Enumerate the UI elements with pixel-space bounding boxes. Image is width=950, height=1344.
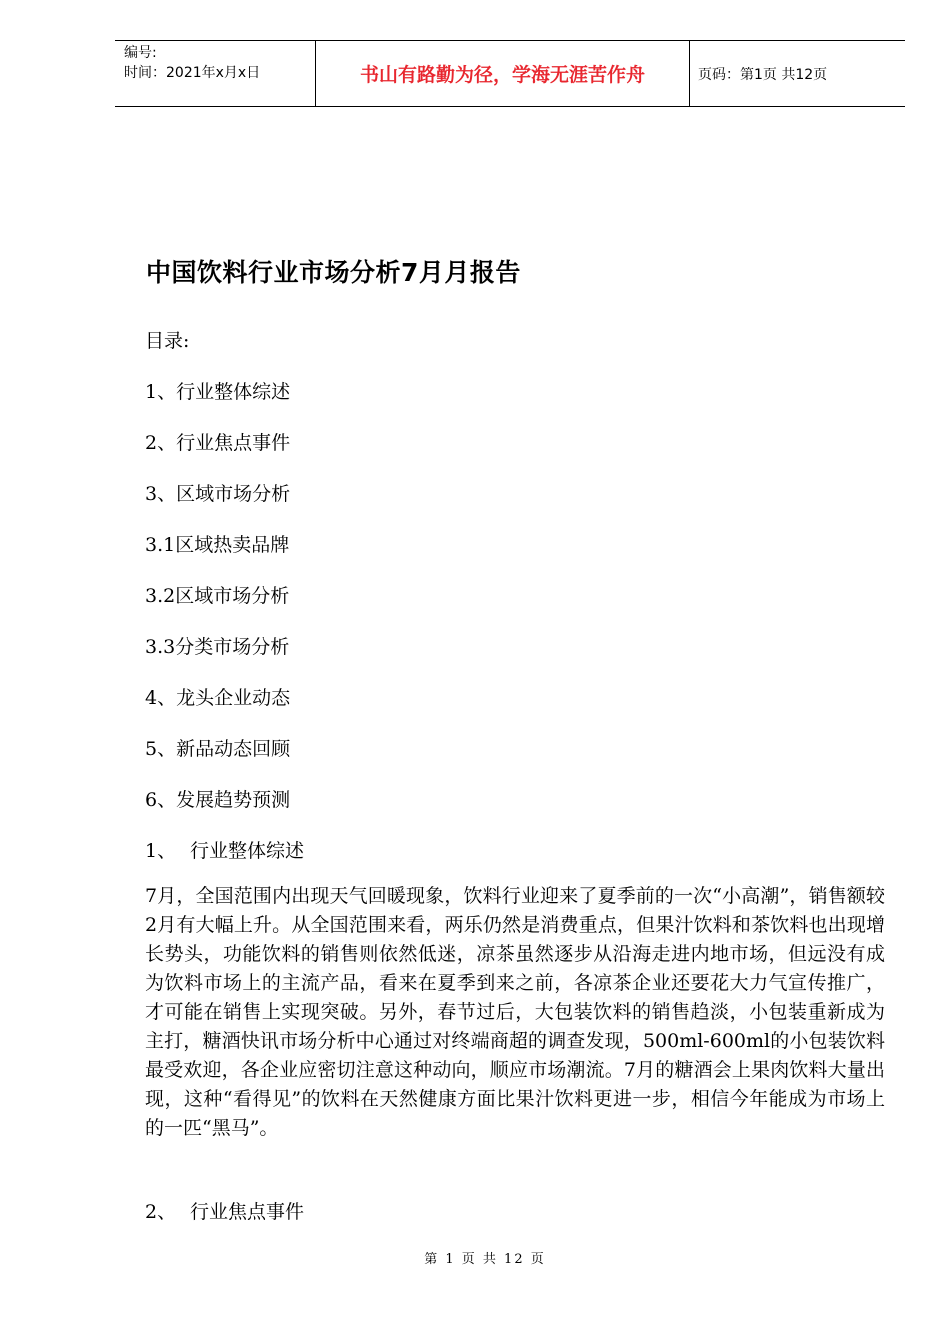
document-time-label: 时间：2021年x月x日 [124, 65, 261, 81]
section-title: 行业整体综述 [190, 840, 305, 862]
document-title: 中国饮料行业市场分析7月月报告 [146, 258, 521, 287]
toc-item: 3.1区域热卖品牌 [145, 534, 290, 556]
toc-item: 3.2区域市场分析 [145, 585, 290, 607]
toc-item: 3.3分类市场分析 [145, 636, 290, 658]
section-heading [145, 1197, 304, 1224]
toc-item: 1、行业整体综述 [145, 381, 291, 403]
toc-item: 6、发展趋势预测 [145, 789, 291, 811]
toc-item: 2、行业焦点事件 [145, 432, 291, 454]
header-page-info: 页码：第1页 共12页 [698, 66, 828, 83]
page-footer: 第 1 页 共 12 页 [424, 1252, 546, 1267]
section-body-paragraph: 7月，全国范围内出现天气回暖现象，饮料行业迎来了夏季前的一次“小高潮”，销售额较2月有大幅上升。从全国范围来看，两乐仍然是消费重点，但果汁饮料和茶饮料也出现增长势头，功能饮料的销售则依然低迷，凉茶虽然逐步从沿海走进内地市场，但远没有成为饮料市场上的主流产品，看来在夏季到来之前，各凉茶企业还要花大力气宣传推广，才可能在销售上实现突破。另外，春节过后，大包装饮料的销售趋淡，小包装重新成为主打，糖酒快讯市场分析中心通过对终端商超的调查发现，500ml-600ml的小包装饮料最受欢迎，各企业应密切注意这种动向，顺应市场潮流。7月的糖酒会上果肉饮料大量出现，这种“看得见”的饮料在天然健康方面比果汁饮料更进一步，相信今年能成为市场上的一匹“黑马”。 [145, 885, 885, 1139]
header-motto: 书山有路勤为径，学海无涯苦作舟 [316, 41, 690, 106]
section-number: 2、 [145, 1201, 177, 1223]
page-header [115, 40, 905, 107]
toc-item: 3、区域市场分析 [145, 483, 291, 505]
toc-item: 4、龙头企业动态 [145, 687, 291, 709]
section-heading [145, 836, 304, 863]
section-number: 1、 [145, 840, 177, 862]
document-number-label: 编号: [124, 45, 157, 61]
header-meta-cell [115, 41, 316, 106]
section-title: 行业焦点事件 [190, 1201, 305, 1223]
toc-label: 目录: [145, 330, 190, 352]
toc-item: 5、新品动态回顾 [145, 738, 291, 760]
